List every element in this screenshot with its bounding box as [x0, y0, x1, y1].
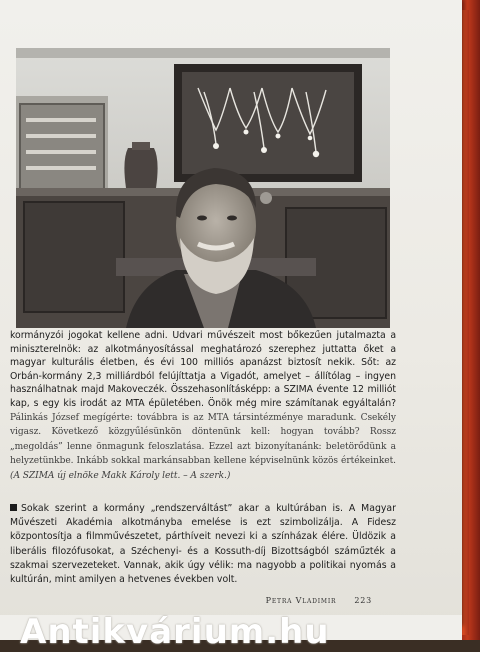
- question-text: Sokak szerint a kormány „rendszerváltást” akar a kultúrában is. A Magyar Művészeti Akadémia alkotmányba emelése is ezt szimbolizálja. A Fidesz központosítja a filmművészetet, párthíveit nevezi ki a színházak élére. Üldözik a liberális filozófusokat, a Széchenyi- és a Kossuth-díj Bizottságból száműzték a szakmai szervezeteket. Vannak, akik úgy vélik: ma nagyobb a politikai nyomás a kultúrán, mint amilyen a hetvenes években volt.: [10, 503, 396, 586]
- footer-author: Petra Vladimir: [265, 596, 337, 605]
- question-bullet-icon: [10, 504, 17, 511]
- page-footer: [266, 596, 372, 605]
- portrait-photo: [16, 48, 390, 328]
- page-number: 223: [354, 596, 372, 605]
- portrait-photo-illustration: [16, 48, 390, 328]
- body-paragraph-sans: kormányzói jogokat kellene adni. Udvari művészeit most bőkezűen jutalmazta a miniszterelnök: az alkotmányosítással meghatározó szerephez juttatta őket a magyar kulturális életben, és évi 100 milliós apanázst biztosít nekik. Sőt: az Orbán-kormány 2,3 milliárdból felújíttatja a Vigadót, amelyet – állítólag – ingyen használhatnak majd Makoveczék. Összehasonlításképp: a SZIMA évente 12 milliót kap, s egy kis irodát az MTA épületében. Önök még mire számítanak egyáltalán?: [10, 330, 396, 409]
- article-body: [10, 329, 396, 484]
- watermark-text: Antikvárium.hu: [20, 612, 330, 652]
- interview-question: [10, 502, 396, 587]
- editor-note: (A SZIMA új elnöke Makk Károly lett. – A szerk.): [10, 470, 231, 481]
- body-paragraph-serif: Pálinkás József megígérte: továbbra is az MTA társintézménye maradunk. Csekély vigasz. Következő közgyűlésünkön döntenünk kell: hogyan tovább? Rossz „megoldás” lenne önmagunk feloszlatása. Ezzel azt bizonyítanánk: beletörődünk a helyzetünkbe. Inkább sokkal markánsabban kellene képviselnünk közös értékeinket.: [10, 412, 396, 467]
